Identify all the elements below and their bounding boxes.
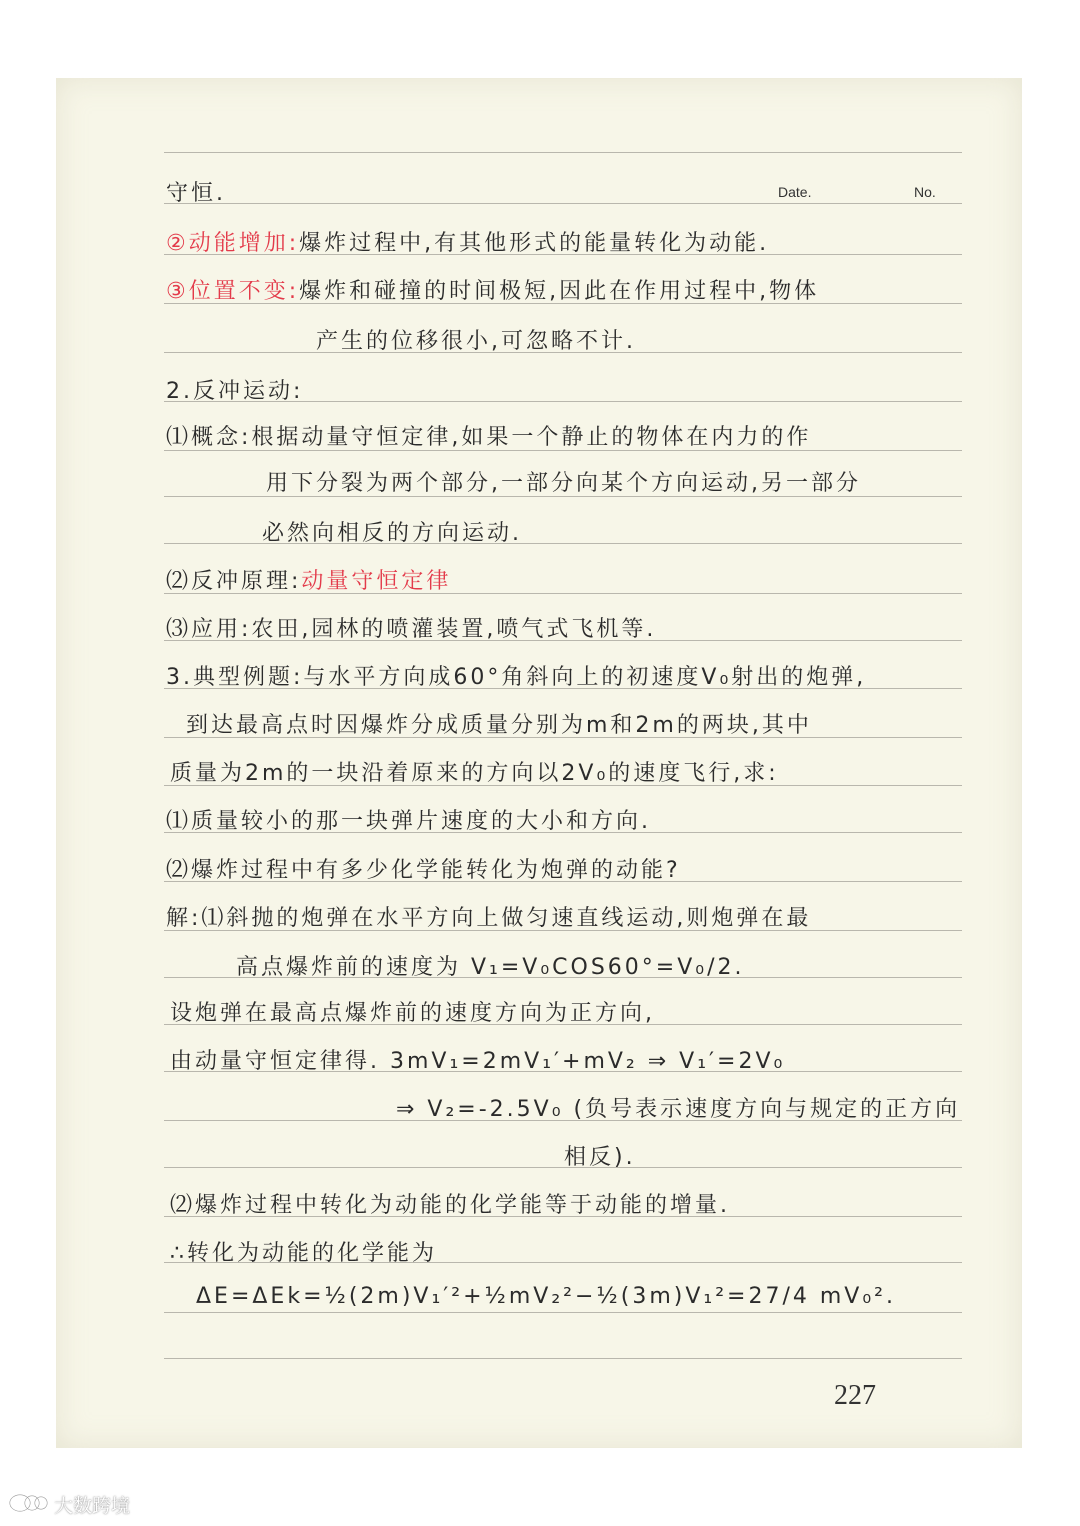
watermark-text: 大数跨境 [54, 1494, 131, 1517]
date-label: Date. [778, 184, 812, 200]
note-line: 设炮弹在最高点爆炸前的速度方向为正方向, [170, 1001, 655, 1026]
note-line: 必然向相反的方向运动. [262, 521, 522, 546]
note-line: 产生的位移很小,可忽略不计. [316, 329, 636, 354]
page-number: 227 [834, 1380, 876, 1411]
ruled-line [164, 203, 962, 204]
ruled-line [164, 152, 962, 153]
note-line: 由动量守恒定律得. 3mV₁=2mV₁′+mV₂ ⇒ V₁′=2V₀ [170, 1049, 786, 1074]
note-line: ③位置不变:爆炸和碰撞的时间极短,因此在作用过程中,物体 [166, 279, 820, 304]
section-heading: 2.反冲运动: [166, 379, 304, 404]
note-line: 到达最高点时因爆炸分成质量分别为m和2m的两块,其中 [186, 713, 812, 738]
note-line: ∴转化为动能的化学能为 [170, 1241, 437, 1266]
ruled-line [164, 1312, 962, 1313]
watermark [8, 1490, 130, 1518]
ruled-line [164, 1167, 962, 1168]
number-label: No. [914, 184, 936, 200]
note-line: 相反). [564, 1145, 636, 1170]
ruled-line [164, 1358, 962, 1359]
note-line: ⑶应用:农田,园林的喷灌装置,喷气式飞机等. [166, 617, 657, 642]
note-line: ②动能增加:爆炸过程中,有其他形式的能量转化为动能. [166, 231, 770, 256]
note-line: ⑵反冲原理:动量守恒定律 [166, 569, 452, 594]
note-line: 用下分裂为两个部分,一部分向某个方向运动,另一部分 [266, 471, 861, 496]
chat-bubble-logo-icon [8, 1492, 48, 1516]
equation-line: ΔE=ΔEk=½(2m)V₁′²+½mV₂²−½(3m)V₁²=27/4 mV₀². [196, 1284, 896, 1309]
note-line: ⇒ V₂=-2.5V₀ (负号表示速度方向与规定的正方向 [396, 1097, 961, 1122]
note-line: ⑴质量较小的那一块弹片速度的大小和方向. [166, 809, 651, 834]
note-line: 解:⑴斜抛的炮弹在水平方向上做匀速直线运动,则炮弹在最 [166, 906, 812, 931]
note-line: 3.典型例题:与水平方向成60°角斜向上的初速度V₀射出的炮弹, [166, 665, 867, 690]
note-line: 守恒. [166, 181, 226, 206]
note-line: ⑴概念:根据动量守恒定律,如果一个静止的物体在内力的作 [166, 425, 812, 450]
note-line: 质量为2m的一块沿着原来的方向以2V₀的速度飞行,求: [170, 761, 779, 786]
note-line: 高点爆炸前的速度为 V₁=V₀COS60°=V₀/2. [236, 955, 745, 980]
note-line: ⑵爆炸过程中转化为动能的化学能等于动能的增量. [170, 1193, 730, 1218]
note-line: ⑵爆炸过程中有多少化学能转化为炮弹的动能? [166, 858, 681, 883]
